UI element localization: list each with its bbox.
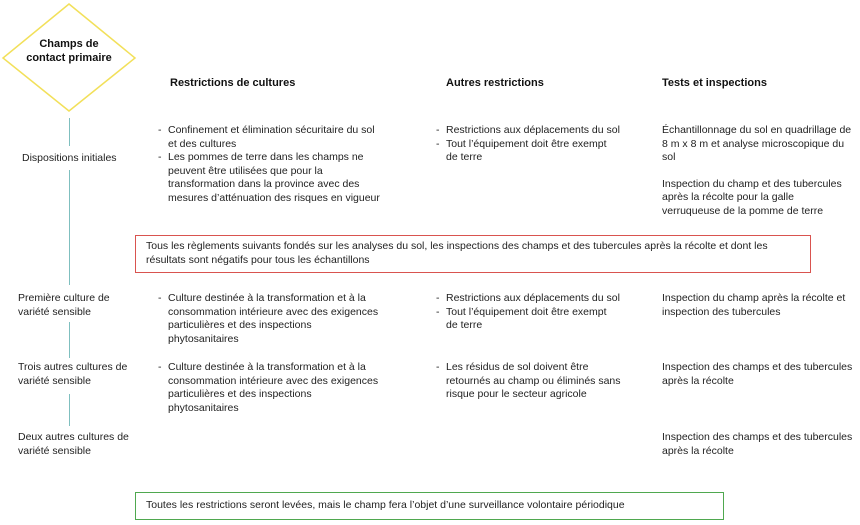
row2-crop-restrictions	[158, 292, 380, 346]
restrictions-lifted-note: Toutes les restrictions seront levées, mais le champ fera l’objet d’une surveillance volontaire périodique	[135, 492, 724, 520]
list-item: - Les pommes de terre dans les champs ne peuvent être utilisées que pour la transformation dans la province avec des mesures d’atténuation des risques en vigueur	[158, 151, 380, 205]
header-tests-inspections: Tests et inspections	[662, 77, 767, 89]
row3-other-restrictions	[436, 361, 626, 402]
row3-tests	[662, 361, 854, 401]
row1-other-restrictions	[436, 124, 621, 165]
list-item: - Restrictions aux déplacements du sol	[436, 124, 621, 138]
header-other-restrictions: Autres restrictions	[446, 77, 544, 89]
stage-three-more-crops: Trois autres cultures de variété sensible	[18, 361, 128, 387]
primary-node-label: Champs de contact primaire	[26, 38, 112, 64]
connector-line	[69, 170, 70, 285]
test-item: Inspection du champ et des tubercules après la récolte pour la galle verruqueuse de la pomme de terre	[662, 177, 842, 217]
test-item: Inspection des champs et des tubercules après la récolte	[662, 431, 853, 457]
stage-initial: Dispositions initiales	[22, 152, 117, 164]
stage-two-more-crops: Deux autres cultures de variété sensible	[18, 431, 129, 457]
list-item: - Tout l’équipement doit être exempt de terre	[436, 306, 621, 333]
connector-line	[69, 394, 70, 426]
list-item: - Restrictions aux déplacements du sol	[436, 292, 621, 306]
row3-crop-restrictions	[158, 361, 380, 415]
list-item: - Culture destinée à la transformation et à la consommation intérieure avec des exigences particulières et des inspections phytosanitaires	[158, 292, 380, 346]
row4-tests	[662, 431, 854, 471]
row2-tests	[662, 292, 854, 332]
connector-line	[69, 118, 70, 146]
list-item: - Les résidus de sol doivent être retournés au champ ou éliminés sans risque pour le secteur agricole	[436, 361, 626, 402]
list-item: - Tout l’équipement doit être exempt de terre	[436, 138, 621, 165]
condition-negative-results-note: Tous les règlements suivants fondés sur les analyses du sol, les inspections des champs et des tubercules après la récolte et dont les résultats sont négatifs pour tous les échantillons	[135, 235, 811, 273]
row1-crop-restrictions	[158, 124, 380, 205]
stage-first-crop: Première culture de variété sensible	[18, 292, 110, 318]
list-item: - Culture destinée à la transformation et à la consommation intérieure avec des exigences particulières et des inspections phytosanitaires	[158, 361, 380, 415]
row1-tests	[662, 124, 854, 231]
test-item: Échantillonnage du sol en quadrillage de 8 m x 8 m et analyse microscopique du sol	[662, 124, 852, 163]
row2-other-restrictions	[436, 292, 621, 333]
test-item: Inspection du champ après la récolte et inspection des tubercules	[662, 292, 846, 318]
list-item: - Confinement et élimination sécuritaire du sol et des cultures	[158, 124, 380, 151]
test-item: Inspection des champs et des tubercules après la récolte	[662, 361, 853, 387]
header-crop-restrictions: Restrictions de cultures	[170, 77, 296, 89]
connector-line	[69, 322, 70, 358]
